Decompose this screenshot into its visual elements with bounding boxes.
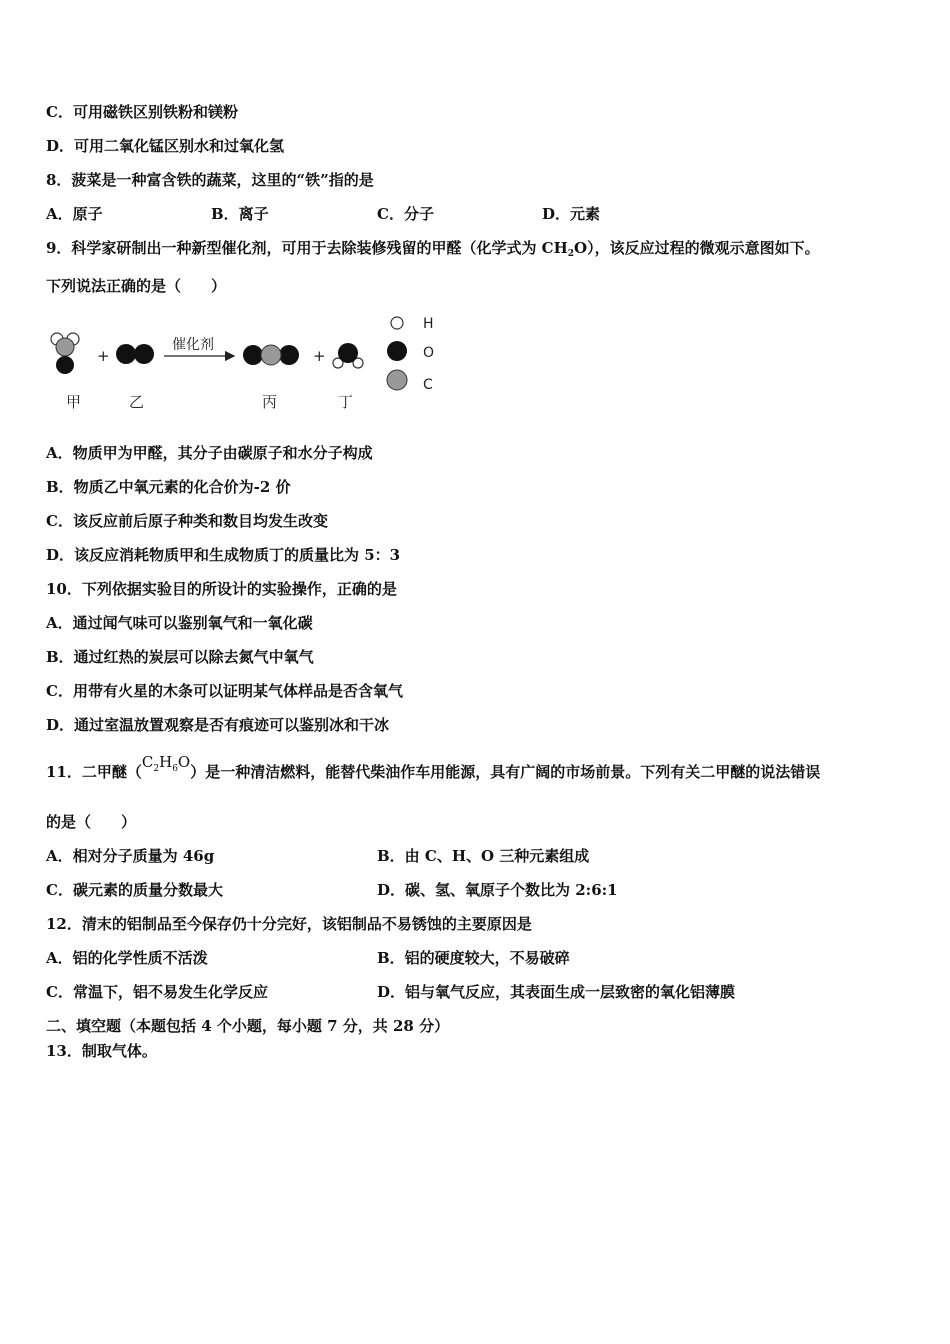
q12-option-a: A．铝的化学性质不活泼 [46,949,208,967]
q10-option-b: B．通过红热的炭层可以除去氮气中氧气 [46,648,314,666]
q12-option-d: D．铝与氧气反应，其表面生成一层致密的氧化铝薄膜 [377,983,736,1001]
q9-stem-continued: 下列说法正确的是（ ） [46,277,227,295]
q9-stem: 9．科学家研制出一种新型催化剂，可用于去除装修残留的甲醛（化学式为 $CH_2O$），该反应过程的微观示意图如下。 [46,239,820,259]
q11-stem-continued: 的是（ ） [46,813,137,831]
q8-stem: 8．菠菜是一种富含铁的蔬菜，这里的“铁”指的是 [46,171,374,189]
label-jia: 甲 [66,393,82,411]
plus-sign-1: + [97,347,110,365]
q8-option-d: D．元素 [542,205,601,223]
label-bing: 丙 [262,393,278,411]
q10-option-a: A．通过闻气味可以鉴别氧气和一氧化碳 [46,614,313,632]
molecule-jia [51,333,79,374]
molecule-ding [333,343,363,368]
catalyst-label: 催化剂 [172,337,214,353]
q13-stem: 13．制取气体。 [46,1042,157,1060]
molecule-bing [243,345,299,365]
q9-option-c: C．该反应前后原子种类和数目均发生改变 [46,512,328,530]
section-2-title: 二、填空题（本题包括 4 个小题，每小题 7 分，共 28 分） [46,1017,450,1035]
q12-stem: 12．清末的铝制品至今保存仍十分完好，该铝制品不易锈蚀的主要原因是 [46,915,532,933]
q12-option-c: C．常温下，铝不易发生化学反应 [46,983,268,1001]
legend-h: H [423,316,434,332]
q11-option-d: D．碳、氢、氧原子个数比为 2:6:1 [377,881,618,899]
q11-option-c: C．碳元素的质量分数最大 [46,881,223,899]
atom-legend [387,316,434,393]
q10-stem: 10．下列依据实验目的所设计的实验操作，正确的是 [46,580,397,598]
q8-option-a: A．原子 [46,205,103,223]
label-yi: 乙 [129,393,145,411]
legend-c: C [423,377,433,393]
q8-option-b: B．离子 [211,205,269,223]
dimethyl-ether-formula: $C_2H_6O$ [141,753,191,774]
q10-option-c: C．用带有火星的木条可以证明某气体样品是否含氧气 [46,682,403,700]
reaction-diagram [40,308,460,418]
q11-option-b: B．由 C、H、O 三种元素组成 [377,847,590,865]
q10-option-d: D．通过室温放置观察是否有痕迹可以鉴别冰和干冰 [46,716,390,734]
molecule-yi [116,344,154,364]
q11-option-a: A．相对分子质量为 46g [46,847,215,865]
q7-option-c: C．可用磁铁区别铁粉和镁粉 [46,103,238,121]
q9-option-b: B．物质乙中氧元素的化合价为-2 价 [46,478,291,496]
label-ding: 丁 [338,393,354,411]
q11-stem: 11．二甲醚$(C_2H_6O)$是一种清洁燃料，能替代柴油作车用能源，具有广阔的市场前景。下列有关二甲醚的说法错误 [46,753,821,781]
q9-option-d: D．该反应消耗物质甲和生成物质丁的质量比为 5：3 [46,546,401,564]
legend-o: O [423,345,435,361]
q7-option-d: D．可用二氧化锰区别水和过氧化氢 [46,137,285,155]
q9-option-a: A．物质甲为甲醛，其分子由碳原子和水分子构成 [46,444,373,462]
q12-option-b: B．铝的硬度较大，不易破碎 [377,949,570,967]
q8-option-c: C．分子 [377,205,434,223]
plus-sign-2: + [313,347,326,365]
